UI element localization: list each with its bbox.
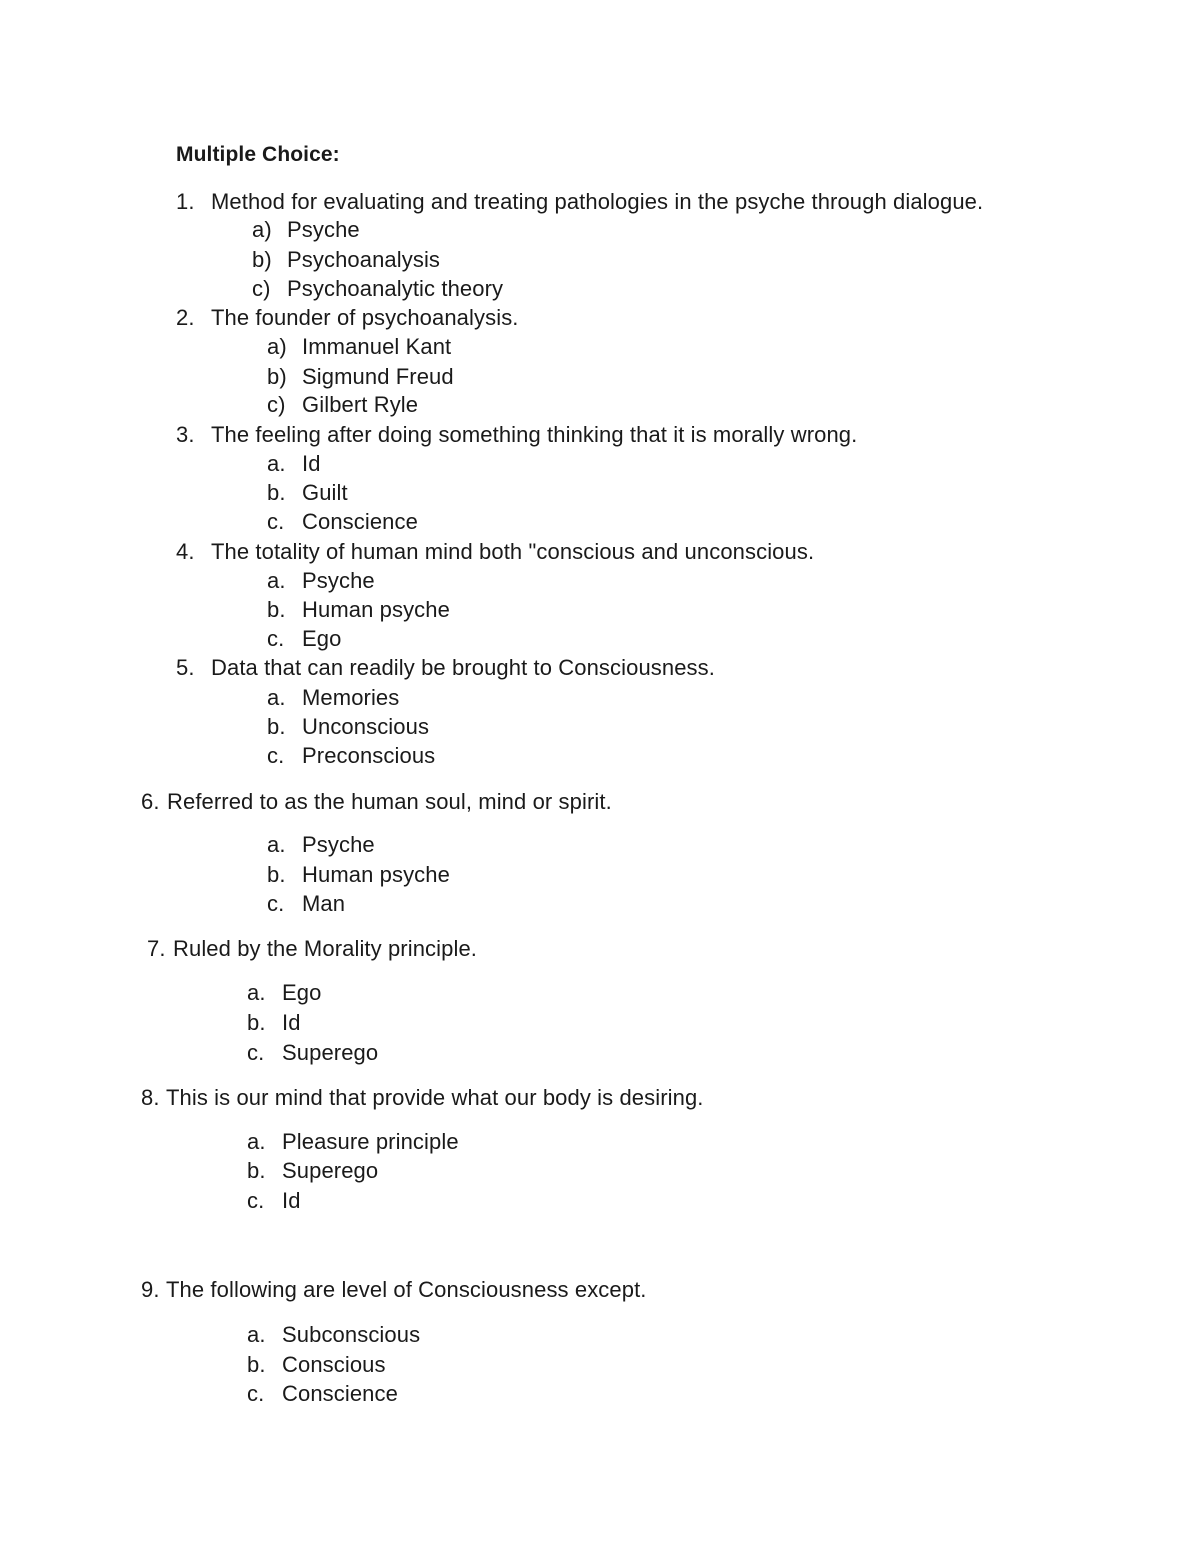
choice-letter: b. <box>267 862 286 887</box>
choice-text: Human psyche <box>302 597 450 622</box>
choice-text: Gilbert Ryle <box>302 392 419 417</box>
choice-text: Guilt <box>302 480 348 505</box>
section-heading: Multiple Choice: <box>176 143 340 166</box>
choice-letter: b. <box>247 1158 266 1183</box>
question-number: 9. <box>141 1277 160 1302</box>
choice-text: Human psyche <box>302 862 450 887</box>
choice-letter: c. <box>267 891 285 916</box>
question-number: 2. <box>176 305 195 330</box>
choice-text: Unconscious <box>302 714 430 739</box>
choice-letter: b. <box>247 1010 266 1035</box>
choice-text: Immanuel Kant <box>302 334 452 359</box>
choice-text: Superego <box>282 1158 379 1183</box>
choice-text: Psychoanalysis <box>287 247 441 272</box>
choice-text: Psyche <box>287 217 360 242</box>
choice-letter: a) <box>252 217 272 242</box>
choice-letter: c. <box>247 1040 265 1065</box>
choice-letter: a) <box>267 334 287 359</box>
question-text: The following are level of Consciousness except. <box>166 1277 647 1302</box>
choice-letter: a. <box>267 832 286 857</box>
question-text: Ruled by the Morality principle. <box>173 936 478 961</box>
question-number: 1. <box>176 189 195 214</box>
question-number: 4. <box>176 539 195 564</box>
choice-text: Id <box>282 1188 301 1213</box>
choice-letter: b. <box>267 597 286 622</box>
choice-letter: b) <box>267 364 287 389</box>
choice-letter: a. <box>247 1322 266 1347</box>
choice-letter: a. <box>267 568 286 593</box>
choice-text: Id <box>302 451 321 476</box>
question-number: 8. <box>141 1085 160 1110</box>
choice-letter: c. <box>267 509 285 534</box>
choice-letter: a. <box>247 980 266 1005</box>
choice-text: Conscience <box>282 1381 398 1406</box>
choice-letter: a. <box>267 685 286 710</box>
question-number: 3. <box>176 422 195 447</box>
question-text: Referred to as the human soul, mind or spirit. <box>167 789 612 814</box>
question-text: The feeling after doing something thinking that it is morally wrong. <box>211 422 858 447</box>
choice-text: Memories <box>302 685 400 710</box>
choice-letter: b. <box>267 714 286 739</box>
choice-text: Subconscious <box>282 1322 421 1347</box>
choice-letter: a. <box>267 451 286 476</box>
choice-text: Id <box>282 1010 301 1035</box>
choice-text: Pleasure principle <box>282 1129 459 1154</box>
choice-text: Psyche <box>302 832 375 857</box>
choice-text: Psyche <box>302 568 375 593</box>
choice-text: Preconscious <box>302 743 436 768</box>
question-number: 7. <box>147 936 166 961</box>
choice-letter: c. <box>247 1188 265 1213</box>
choice-letter: c. <box>267 626 285 651</box>
choice-letter: c. <box>247 1381 265 1406</box>
question-text: The totality of human mind both "conscious and unconscious. <box>211 539 815 564</box>
choice-letter: c. <box>267 743 285 768</box>
choice-letter: b) <box>252 247 272 272</box>
question-text: Method for evaluating and treating pathologies in the psyche through dialogue. <box>211 189 984 214</box>
choice-text: Conscious <box>282 1352 386 1377</box>
choice-letter: b. <box>247 1352 266 1377</box>
choice-text: Superego <box>282 1040 379 1065</box>
choice-text: Psychoanalytic theory <box>287 276 504 301</box>
question-text: This is our mind that provide what our body is desiring. <box>166 1085 704 1110</box>
choice-letter: c) <box>267 392 286 417</box>
question-text: Data that can readily be brought to Consciousness. <box>211 655 715 680</box>
choice-text: Sigmund Freud <box>302 364 454 389</box>
question-number: 6. <box>141 789 160 814</box>
choice-text: Conscience <box>302 509 418 534</box>
choice-text: Ego <box>302 626 342 651</box>
choice-letter: b. <box>267 480 286 505</box>
question-text: The founder of psychoanalysis. <box>211 305 519 330</box>
choice-letter: c) <box>252 276 271 301</box>
choice-letter: a. <box>247 1129 266 1154</box>
choice-text: Ego <box>282 980 322 1005</box>
question-number: 5. <box>176 655 195 680</box>
choice-text: Man <box>302 891 346 916</box>
